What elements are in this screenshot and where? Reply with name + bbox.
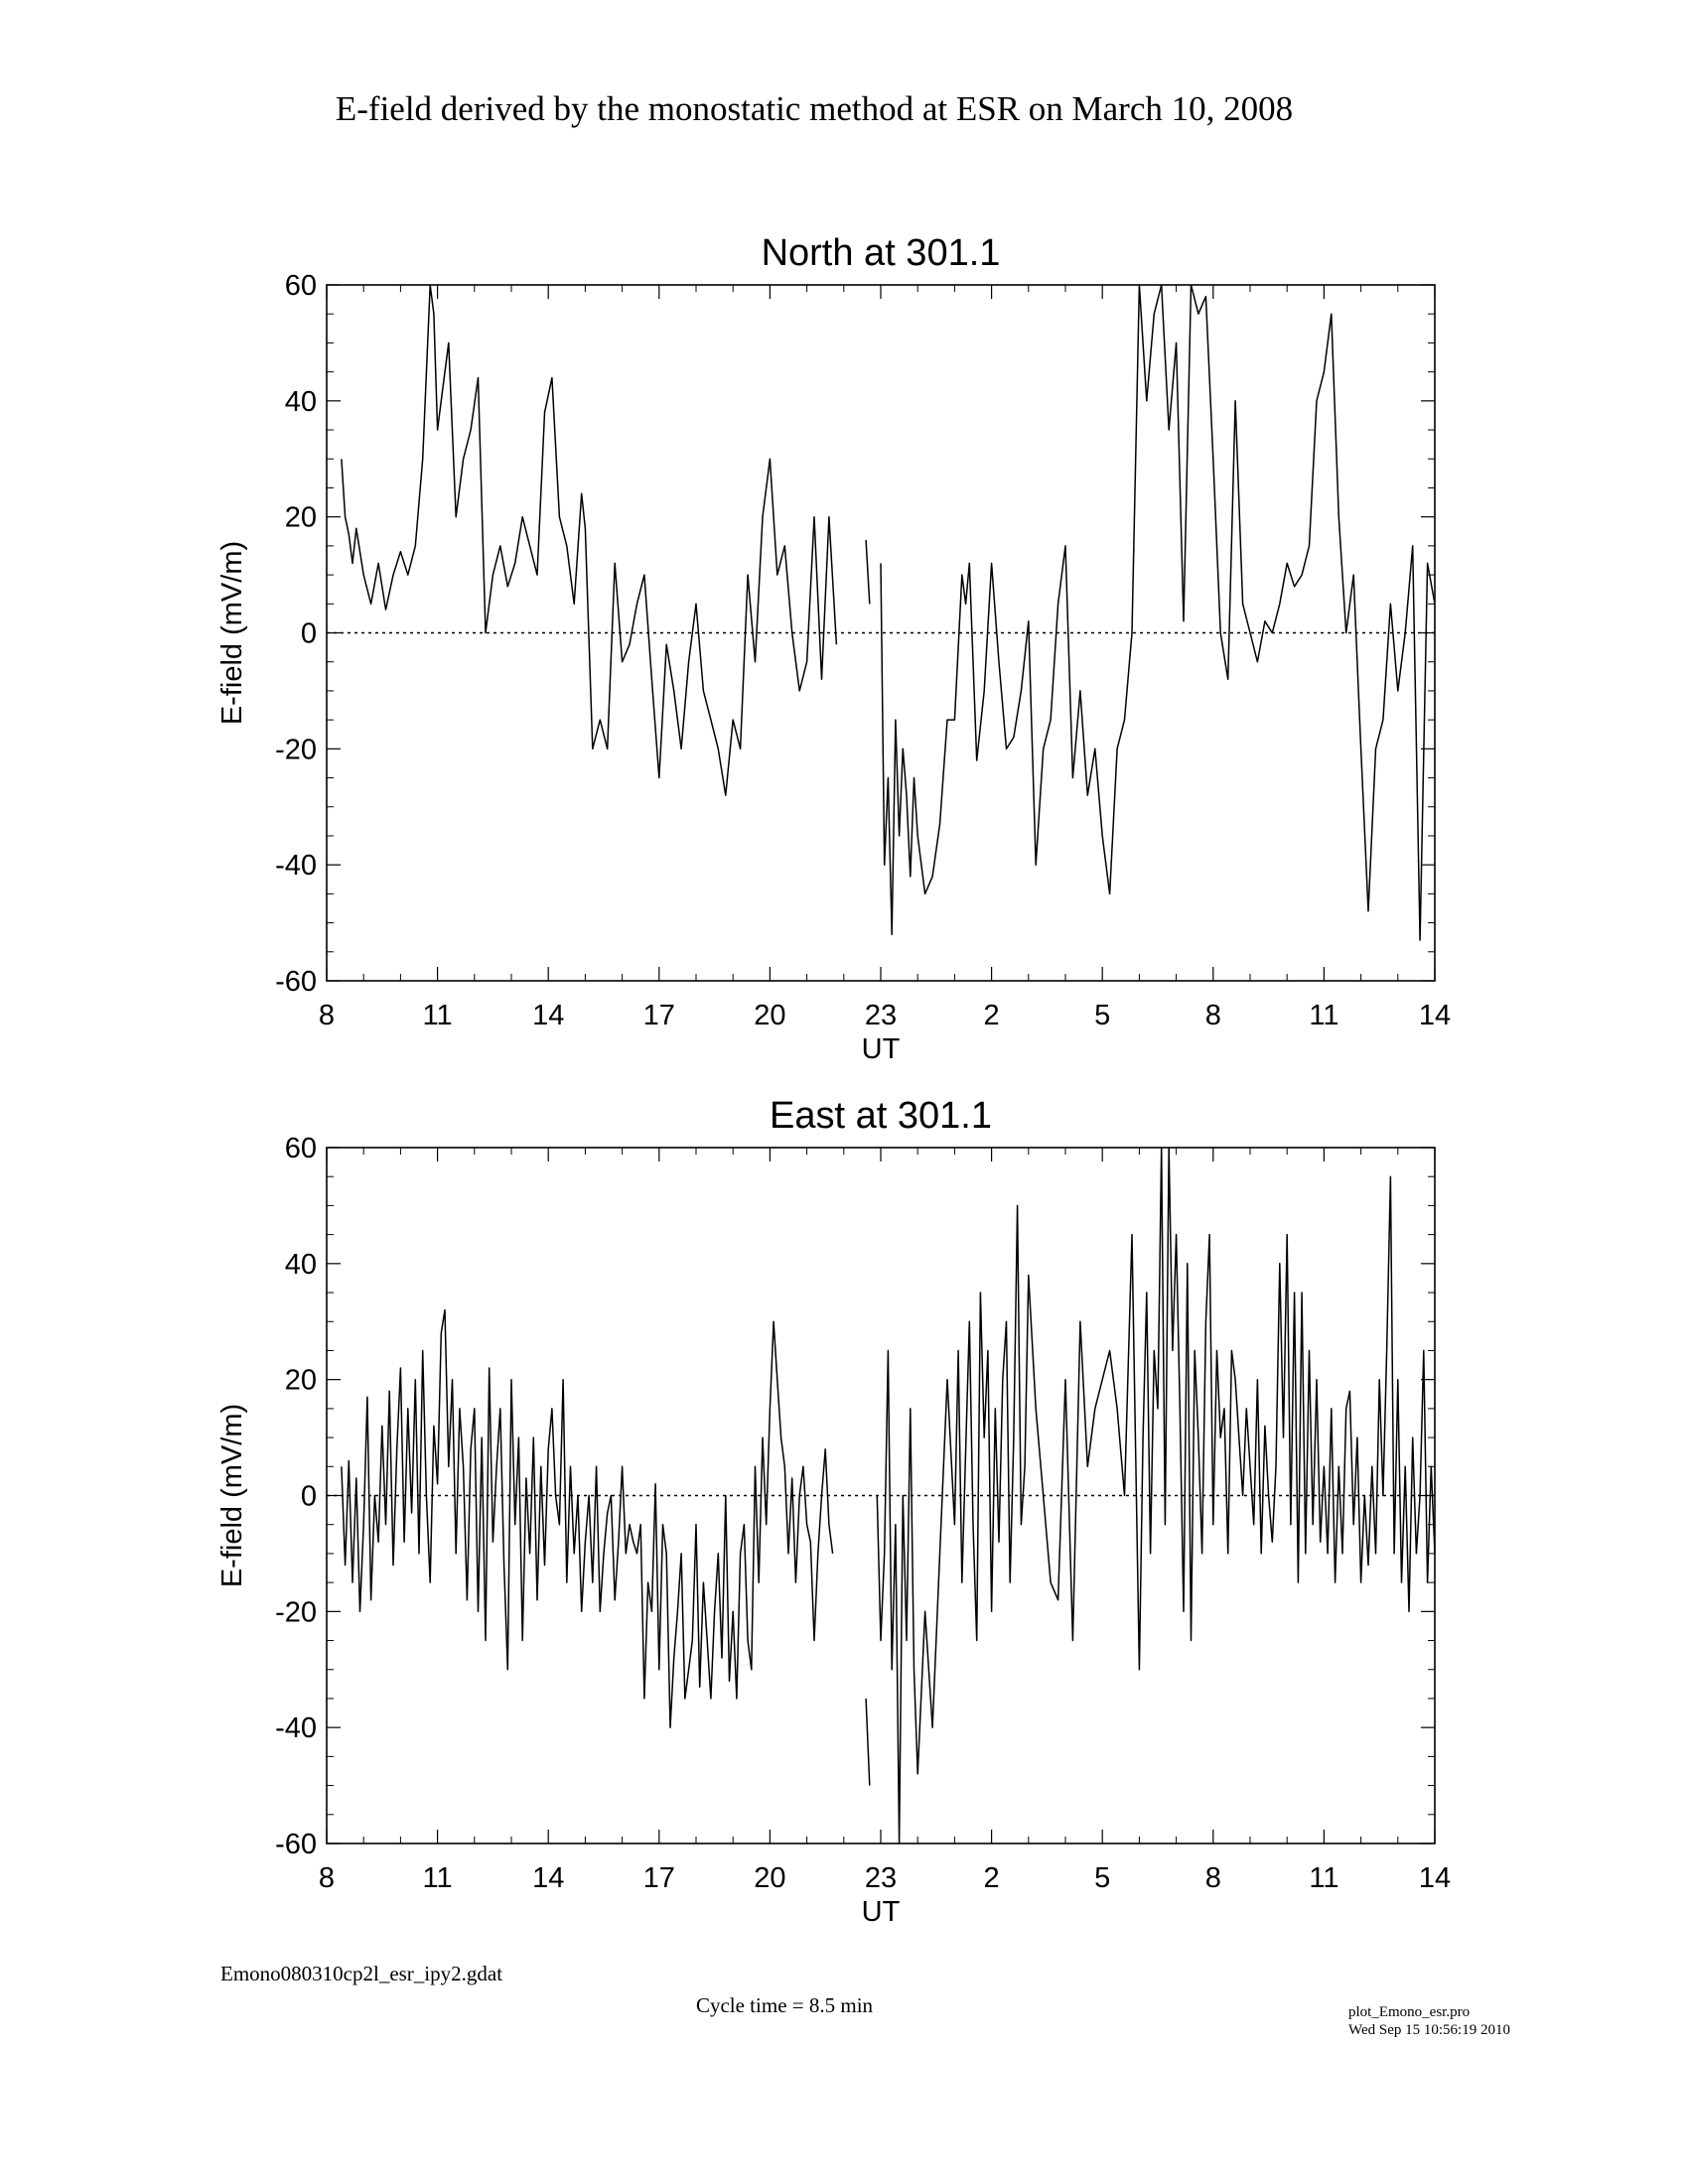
north-y-tick-label: -60 (275, 966, 317, 998)
footer-program-name: plot_Emono_esr.pro (1348, 2004, 1471, 2020)
east-x-tick-label: 11 (1309, 1862, 1339, 1894)
east-x-tick-label: 2 (983, 1862, 1000, 1894)
north-y-tick-label: 20 (284, 501, 317, 534)
page-title: E-field derived by the monostatic method at ESR on March 10, 2008 (335, 89, 1294, 128)
north-y-tick-label: -40 (275, 850, 317, 883)
north-chart-title: North at 301.1 (761, 232, 1001, 274)
east-x-tick-label: 8 (1204, 1862, 1221, 1894)
east-y-tick-label: -40 (275, 1712, 317, 1745)
north-y-axis-label: E-field (mV/m) (216, 540, 248, 726)
north-x-tick-label: 11 (422, 1000, 453, 1031)
east-x-tick-label: 23 (864, 1862, 898, 1894)
east-y-tick-label: 60 (284, 1133, 317, 1164)
east-data-series-1 (866, 1699, 870, 1786)
north-y-tick-label: 60 (284, 270, 317, 302)
north-x-tick-label: 8 (318, 1000, 336, 1031)
east-x-tick-label: 5 (1094, 1862, 1111, 1894)
north-x-tick-label: 2 (983, 1000, 1000, 1031)
east-x-axis-label: UT (861, 1896, 901, 1928)
north-x-tick-label: 20 (754, 1000, 786, 1031)
east-x-tick-label: 17 (642, 1862, 675, 1894)
north-x-tick-label: 11 (1309, 1000, 1339, 1031)
north-x-tick-label: 14 (1418, 1000, 1452, 1031)
east-x-tick-label: 20 (754, 1862, 786, 1894)
footer-data-filename: Emono080310cp2l_esr_ipy2.gdat (220, 1962, 503, 1985)
north-chart-panel (216, 232, 1451, 1065)
east-x-tick-label: 14 (532, 1862, 565, 1894)
north-y-tick-label: 0 (300, 617, 317, 650)
north-x-tick-label: 23 (864, 1000, 898, 1031)
east-chart-panel (216, 1095, 1451, 1928)
north-plot-frame (327, 285, 1435, 981)
east-y-tick-label: 0 (300, 1480, 317, 1513)
north-x-tick-label: 14 (532, 1000, 565, 1031)
footer-cycle-time: Cycle time = 8.5 min (695, 1993, 874, 2017)
east-y-axis-label: E-field (mV/m) (216, 1403, 248, 1588)
east-y-tick-label: 20 (284, 1364, 317, 1397)
north-data-series-0 (342, 285, 837, 795)
north-x-tick-label: 5 (1094, 1000, 1111, 1031)
footer-program-info (1348, 2003, 1510, 2039)
north-x-axis-label: UT (861, 1033, 901, 1065)
east-x-tick-label: 11 (422, 1862, 453, 1894)
north-x-tick-label: 8 (1204, 1000, 1221, 1031)
east-y-tick-label: 40 (284, 1248, 317, 1281)
north-y-tick-label: -20 (275, 734, 317, 766)
east-x-tick-label: 8 (318, 1862, 336, 1894)
east-x-tick-label: 14 (1418, 1862, 1452, 1894)
north-data-series-2 (881, 285, 1435, 940)
east-data-series-0 (342, 1310, 833, 1728)
north-x-tick-label: 17 (642, 1000, 675, 1031)
footer-timestamp: Wed Sep 15 10:56:19 2010 (1348, 2022, 1510, 2038)
east-y-tick-label: -60 (275, 1829, 317, 1860)
east-y-tick-label: -20 (275, 1596, 317, 1629)
north-y-tick-label: 40 (284, 385, 317, 418)
north-data-series-1 (866, 540, 870, 604)
east-chart-title: East at 301.1 (770, 1095, 992, 1137)
